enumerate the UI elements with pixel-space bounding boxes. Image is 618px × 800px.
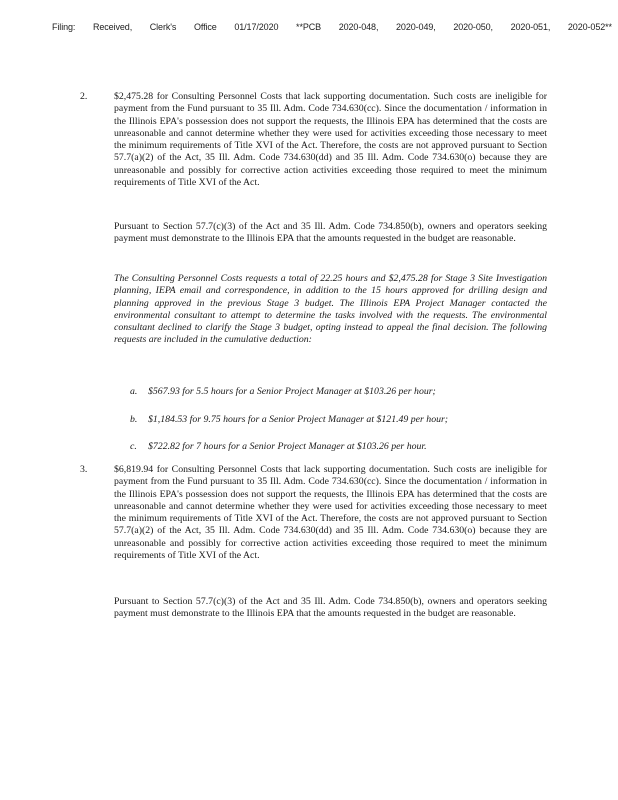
header-office-label: Office: [193, 22, 217, 32]
subitem-letter: a.: [130, 386, 138, 397]
header-case-number: 2020-052**: [567, 22, 612, 32]
header-case-number: 2020-049,: [396, 22, 436, 32]
filing-header: [52, 22, 612, 32]
header-case-number: 2020-051,: [510, 22, 551, 32]
subitem-text: $1,184.53 for 9.75 hours for a Senior Project Manager at $121.49 per hour;: [148, 414, 449, 425]
item-3-paragraph-2: Pursuant to Section 57.7(c)(3) of the Act and 35 Ill. Adm. Code 734.850(b), owners and operators seeking payment must demonstrate to the Illinois EPA that the amounts requested in the budget are reasonable.: [114, 596, 547, 620]
item-number: 2.: [80, 91, 88, 102]
subitem-b: [130, 409, 540, 427]
header-case-number: 2020-050,: [453, 22, 493, 32]
header-clerks-label: Clerk's: [149, 22, 177, 32]
item-number: 3.: [80, 464, 88, 475]
subitem-text: $567.93 for 5.5 hours for a Senior Project Manager at $103.26 per hour;: [148, 386, 436, 397]
subitem-text: $722.82 for 7 hours for a Senior Project Manager at $103.26 per hour.: [148, 441, 427, 452]
header-received-label: Received,: [92, 22, 133, 32]
header-case-number: 2020-048,: [338, 22, 379, 32]
item-2-paragraph-3: The Consulting Personnel Costs requests a total of 22.25 hours and $2,475.28 for Stage 3 Site Investigation planning, IEPA email and correspondence, in addition to the 15 hours approved for drilling design and planning approved in the previous Stage 3 budget. The Illinois EPA Project Manager contacted the environmental consultant to attempt to determine the tasks involved with the requests. The environmental consultant declined to clarify the Stage 3 budget, opting instead to appeal the final decision. The following requests are included in the cumulative deduction:: [114, 273, 547, 346]
subitem-letter: c.: [130, 441, 137, 452]
item-2-paragraph-1: $2,475.28 for Consulting Personnel Costs that lack supporting documentation. Such costs are ineligible for payment from the Fund pursuant to 35 Ill. Adm. Code 734.630(cc). Since the documentation / information in the Illinois EPA's possession does not support the requests, the Illinois EPA has determined that the costs are unreasonable and cannot determine whether they were used for activities exceeding those necessary to meet the minimum requirements of Title XVI of the Act. Therefore, the costs are not approved pursuant to Section 57.7(a)(2) of the Act, 35 Ill. Adm. Code 734.630(dd) and 35 Ill. Adm. Code 734.630(o) because they are unreasonable and possibly for corrective action activities exceeding those required to meet the minimum requirements of Title XVI of the Act.: [114, 91, 547, 189]
header-date: 01/17/2020: [234, 22, 279, 32]
header-filing-label: Filing:: [52, 22, 76, 32]
subitem-letter: b.: [130, 414, 138, 425]
item-2-paragraph-2: Pursuant to Section 57.7(c)(3) of the Act and 35 Ill. Adm. Code 734.850(b), owners and operators seeking payment must demonstrate to the Illinois EPA that the amounts requested in the budget are reasonable.: [114, 221, 547, 245]
subitem-c: [130, 436, 540, 454]
subitem-a: [130, 381, 540, 399]
item-3-paragraph-1: $6,819.94 for Consulting Personnel Costs that lack supporting documentation. Such costs are ineligible for payment from the Fund pursuant to 35 Ill. Adm. Code 734.630(cc). Since the documentation / information in the Illinois EPA's possession does not support the requests, the Illinois EPA has determined that the costs are unreasonable and cannot determine whether they were used for activities exceeding those necessary to meet the minimum requirements of Title XVI of the Act. Therefore, the costs are not approved pursuant to Section 57.7(a)(2) of the Act, 35 Ill. Adm. Code 734.630(dd) and 35 Ill. Adm. Code 734.630(o) because they are unreasonable and possibly for corrective action activities exceeding those required to meet the minimum requirements of Title XVI of the Act.: [114, 464, 547, 562]
header-pcb-label: **PCB: [296, 22, 322, 32]
